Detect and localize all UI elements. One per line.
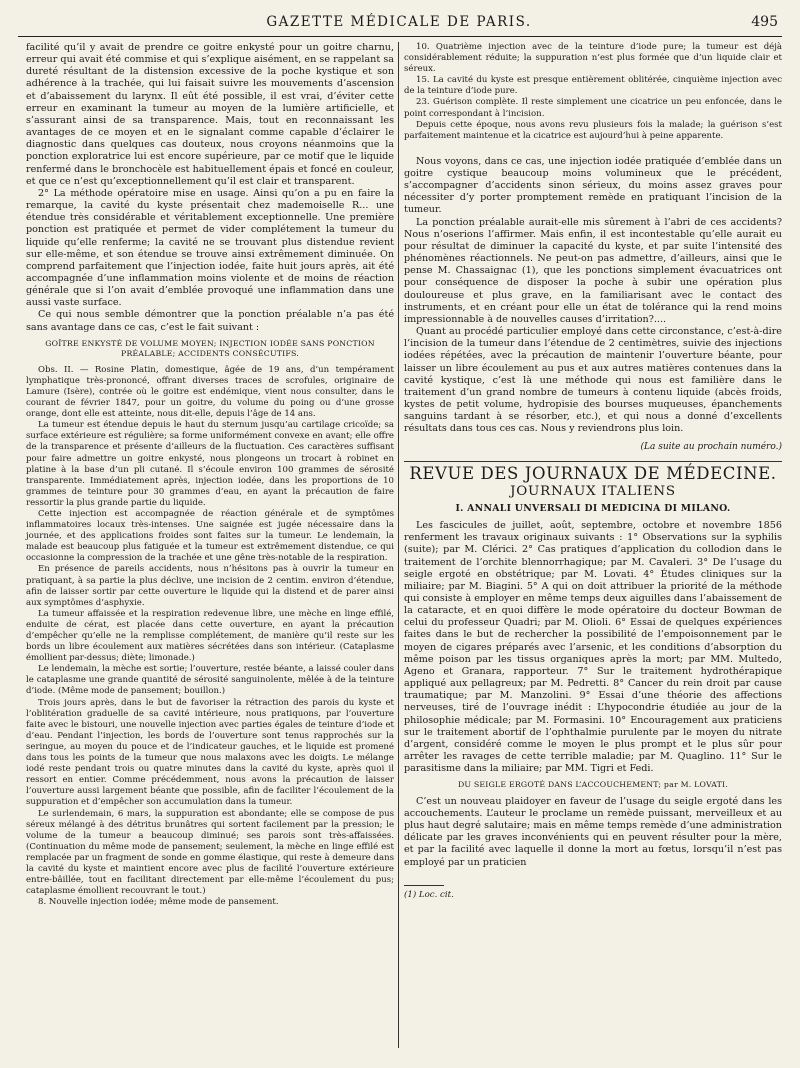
- paragraph: Quant au procédé particulier employé dans cette circonstance, c’est-à-dire l’incision de la tumeur dans l’étendue de 2 centimètres, suivie des injections iodées répétées, avec la précaution de maintenir l’ouverture béante, pour laisser un libre écoulement au pus et aux autres matières contenues dans la cavité kystique, c’est là une méthode qui nous est familière dans le traitement d’un grand nombre de tumeurs à contenu liquide (abcès froids, kystes de petit volume, hydropisie des bourses muqueuses, épanchements sanguins tardant à se résorber, etc.), et qui nous a donné d’excellents résultats dans tous ces cas. Nous y reviendrons plus loin.: [404, 326, 782, 435]
- section-title: REVUE DES JOURNAUX DE MÉDECINE.: [409, 463, 777, 483]
- observation-paragraph: La tumeur affaissée et la respiration redevenue libre, une mèche en linge effilé, enduite de cérat, est placée dans cette ouverture, en ayant la précaution d’empêcher qu’elle ne la remplisse complétement, de manière qu’il reste sur les bords un libre écoulement aux matières sécrétées dans son intérieur. (Cataplasme émollient par-dessus; diète; limonade.): [26, 608, 394, 664]
- right-column: [404, 42, 782, 1052]
- running-head: [18, 14, 780, 36]
- continuation-note: (La suite au prochain numéro.): [640, 442, 782, 453]
- footnote: (1) Loc. cit.: [404, 889, 454, 900]
- observation-paragraph: En présence de pareils accidents, nous n’hésitons pas à ouvrir la tumeur en pratiquant, à sa partie la plus déclive, une incision de 2 centim. environ d’étendue, afin de laisser sortir par cette ouverture le liquide qui la distend et de parer ainsi aux symptômes d’asphyxie.: [26, 564, 394, 608]
- observation-paragraph: 10. Quatrième injection avec de la teinture d’iode pure; la tumeur est déjà considérablement réduite; la suppuration n’est plus formée que d’un liquide clair et séreux.: [404, 42, 782, 75]
- section-rule: [404, 461, 782, 462]
- journal-title: GAZETTE MÉDICALE DE PARIS.: [266, 14, 532, 30]
- observation-paragraph: Le surlendemain, 6 mars, la suppuration est abondante; elle se compose de pus séreux mélangé à des détritus brunâtres qui sortent facilement par la pression; le volume de la tumeur a beaucoup diminué; ses parois sont très-affaissées. (Continuation du même mode de pansement; seulement, la mèche en linge effilé est remplacée par un fragment de sonde en gomme élastique, qui reste à demeure dans la cavité du kyste et maintient encore avec plus de facilité l’ouverture extérieure entre-bâillée, tout en facilitant directement par elle-même l’écoulement du pus; cataplasme émollient recouvrant le tout.): [26, 808, 394, 897]
- section-heading: DU SEIGLE ERGOTÉ DANS L’ACCOUCHEMENT; par M. LOVATI.: [457, 780, 729, 790]
- header-rule: [18, 36, 782, 37]
- observation-paragraph: Depuis cette époque, nous avons revu plusieurs fois la malade; la guérison s’est parfaitement maintenue et la cicatrice est aujourd’hui à peine apparente.: [404, 119, 782, 141]
- footnote-rule: [404, 885, 444, 886]
- observation-paragraph: Trois jours après, dans le but de favoriser la rétraction des parois du kyste et l’oblitération graduelle de sa cavité intérieure, nous pratiquons, par l’ouverture faite avec le bistouri, une nouvelle injection avec parties égales de teinture d’iode et d’eau. Pendant l’injection, les bords de l’ouverture sont tenus rapprochés sur la seringue, au moyen du pouce et de l’indicateur gauches, et le liquide est promené dans tous les points de la tumeur que nous malaxons avec les doigts. Le mélange iodé reste pendant trois ou quatre minutes dans la cavité du kyste, après quoi il ressort en entier. Comme précédemment, nous avons la précaution de laisser l’ouverture aussi largement béante que possible, afin de faciliter l’écoulement de la suppuration et d’empêcher son accumulation dans la tumeur.: [26, 697, 394, 808]
- section-heading: GOÎTRE ENKYSTÉ DE VOLUME MOYEN; INJECTION IODÉE SANS PONCTION PRÉALABLE; ACCIDENTS CONSÉCUTIFS.: [45, 338, 375, 359]
- column-divider: [398, 42, 399, 1048]
- observation-paragraph: 23. Guérison complète. Il reste simplement une cicatrice un peu enfoncée, dans le point correspondant à l’incision.: [404, 97, 782, 119]
- paragraph: Les fascicules de juillet, août, septembre, octobre et novembre 1856 renferment les travaux originaux suivants : 1° Observations sur la syphilis (suite); par M. Clérici. 2° Cas pratiques d’application du collodion dans le traitement de l’orchite blennorrhagique; par M. Cavaleri. 3° De l’usage du seigle ergoté en obstétrique; par M. Lovati. 4° Études cliniques sur la miliaire; par M. Biagini. 5° A qui on doit attribuer la priorité de la méthode qui consiste à employer en même temps deux aiguilles dans l’abaissement de la cataracte, et en quoi diffère le mode opératoire du docteur Bowman de celui du professeur Quadri; par M. Olioli. 6° Essai de quelques expériences faites dans le but de rechercher la possibilité de l’empoisonnement par le moyen de cigares préparés avec l’arsenic, et les conditions d’absorption du même poison par les tissus organiques après la mort; par MM. Multedo, Ageno et Granara, rapporteur. 7° Sur le traitement hydrothérapique appliqué aux pellagreux; par M. Pedretti. 8° Cancer du rein droit par cause traumatique; par M. Manzolini. 9° Essai d’une théorie des affections nerveuses, tiré de l’ouvrage inédit : L’hypocondrie étudiée au jour de la philosophie médicale; par M. Formasini. 10° Encouragement aux praticiens sur le traitement abortif de l’ophthalmie purulente par le moyen du nitrate d’argent, considéré comme le moyen le plus prompt et le plus sûr pour arrêter les ravages de cette terrible maladie; par M. Quaglino. 11° Sur le parasitisme dans la miliaire; par MM. Tigri et Fedi.: [404, 520, 782, 775]
- observation-paragraph: La tumeur est étendue depuis le haut du sternum jusqu’au cartilage cricoïde; sa surface extérieure est régulière; sa forme uniformément convexe en avant; elle offre de la transparence et présente d’ailleurs de la fluctuation. Ces caractères suffisant pour faire admettre un goitre enkysté, nous plongeons un trocart à robinet en platine à la base d’un pli cutané. Il s’écoule environ 100 grammes de sérosité transparente. Immédiatement après, injection iodée, dans les proportions de 10 grammes de teinture pour 30 grammes d’eau, en ayant la précaution de faire ressortir la plus grande partie du liquide.: [26, 420, 394, 508]
- left-column: [26, 42, 394, 1052]
- subsection-title: JOURNAUX ITALIENS: [510, 483, 676, 499]
- observation-paragraph: Obs. II. — Rosine Platin, domestique, âgée de 19 ans, d’un tempérament lymphatique très-prononcé, offrant diverses traces de scrofules, originaire de Lamure (Isère), contrée où le goitre est endémique, vient nous consulter, dans le courant de février 1847, pour un goitre, du volume du poing ou d’une grosse orange, dont elle est atteinte, nous dit-elle, depuis l’âge de 14 ans.: [26, 364, 394, 420]
- observation-paragraph: Cette injection est accompagnée de réaction générale et de symptômes inflammatoires locaux très-intenses. Une saignée est jugée nécessaire dans la journée, et des applications froides sont faites sur la tumeur. Le lendemain, la malade est beaucoup plus fatiguée et la tumeur est extrêmement distendue, ce qui occasionne la compression de la trachée et une gêne très-notable de la respiration.: [26, 508, 394, 564]
- paragraph: La ponction préalable aurait-elle mis sûrement à l’abri de ces accidents? Nous n’oserions l’affirmer. Mais enfin, il est incontestable qu’elle aurait eu pour résultat de diminuer la capacité du kyste, et par suite l’intensité des phénomènes réactionnels. Ne peut-on pas admettre, d’ailleurs, ainsi que le pense M. Chassaignac (1), que les ponctions simplement évacuatrices ont pour conséquence de disposer la poche à subir une opération plus douloureuse et plus grave, en la familiarisant avec le contact des instruments, et en créant pour elle un état de tolérance qui la rend moins impressionnable à de nouvelles causes d’irritation?....: [404, 216, 782, 325]
- page-number: 495: [751, 14, 778, 30]
- paragraph: 2° La méthode opératoire mise en usage. Ainsi qu’on a pu en faire la remarque, la cavité du kyste présentait chez mademoiselle R... une étendue très considérable et véritablement exceptionnelle. Une première ponction est pratiquée et permet de vider complétement la tumeur du liquide qu’elle renferme; la cavité ne se trouvant plus distendue revient sur elle-même, et son étendue se trouve ainsi extrêmement diminuée. On comprend parfaitement que l’injection iodée, faite huit jours après, ait été accompagnée d’une inflammation moins violente et de moins de réaction générale que si l’on avait d’emblée provoqué une inflammation dans une aussi vaste surface.: [26, 187, 394, 309]
- observation-paragraph: 8. Nouvelle injection iodée; même mode de pansement.: [38, 897, 279, 908]
- paragraph: facilité qu’il y avait de prendre ce goitre enkysté pour un goitre charnu, erreur qui avait été commise et qui s’explique aisément, en se rappelant sa dureté résultant de la distension excessive de la poche kystique et son adhérence à la trachée, qui lui faisait suivre les mouvements d’ascension et d’abaissement du larynx. Il eût été possible, il est vrai, d’éviter cette erreur en examinant la tumeur au moyen de la lumière artificielle, et s’assurant ainsi de sa transparence. Mais, tout en reconnaissant les avantages de ce moyen et en le signalant comme capable d’éclairer le diagnostic dans quelques cas douteux, nous croyons néanmoins que la ponction exploratrice lui est encore supérieure, par ce motif que le liquide renfermé dans le bronchocèle est habituellement épais et foncé en couleur, et que ce n’est qu’exceptionnellement qu’il est clair et transparent.: [26, 42, 394, 187]
- observation-paragraph: 15. La cavité du kyste est presque entièrement oblitérée, cinquième injection avec de la teinture d’iode pure.: [404, 75, 782, 97]
- journal-heading: I. ANNALI UNVERSALI DI MEDICINA DI MILANO.: [455, 502, 731, 514]
- observation-paragraph: Le lendemain, la mèche est sortie; l’ouverture, restée béante, a laissé couler dans le cataplasme une grande quantité de sérosité sanguinolente, mêlée à de la teinture d’iode. (Même mode de pansement; bouillon.): [26, 664, 394, 697]
- paragraph: C’est un nouveau plaidoyer en faveur de l’usage du seigle ergoté dans les accouchements. L’auteur le proclame un remède puissant, merveilleux et au plus haut degré salutaire; mais en même temps remède d’une administration délicate par les graves inconvénients qui en peuvent résulter pour la mère, et par la facilité avec laquelle il donne la mort au fœtus, lorsqu’il n’est pas employé par un praticien: [404, 795, 782, 868]
- paragraph: Ce qui nous semble démontrer que la ponction préalable n’a pas été sans avantage dans ce cas, c’est le fait suivant :: [26, 309, 394, 333]
- paragraph: Nous voyons, dans ce cas, une injection iodée pratiquée d’emblée dans un goitre cystique beaucoup moins volumineux que le précédent, s’accompagner d’accidents sinon sérieux, du moins assez graves pour nécessiter d’y porter promptement remède en pratiquant l’incision de la tumeur.: [404, 155, 782, 216]
